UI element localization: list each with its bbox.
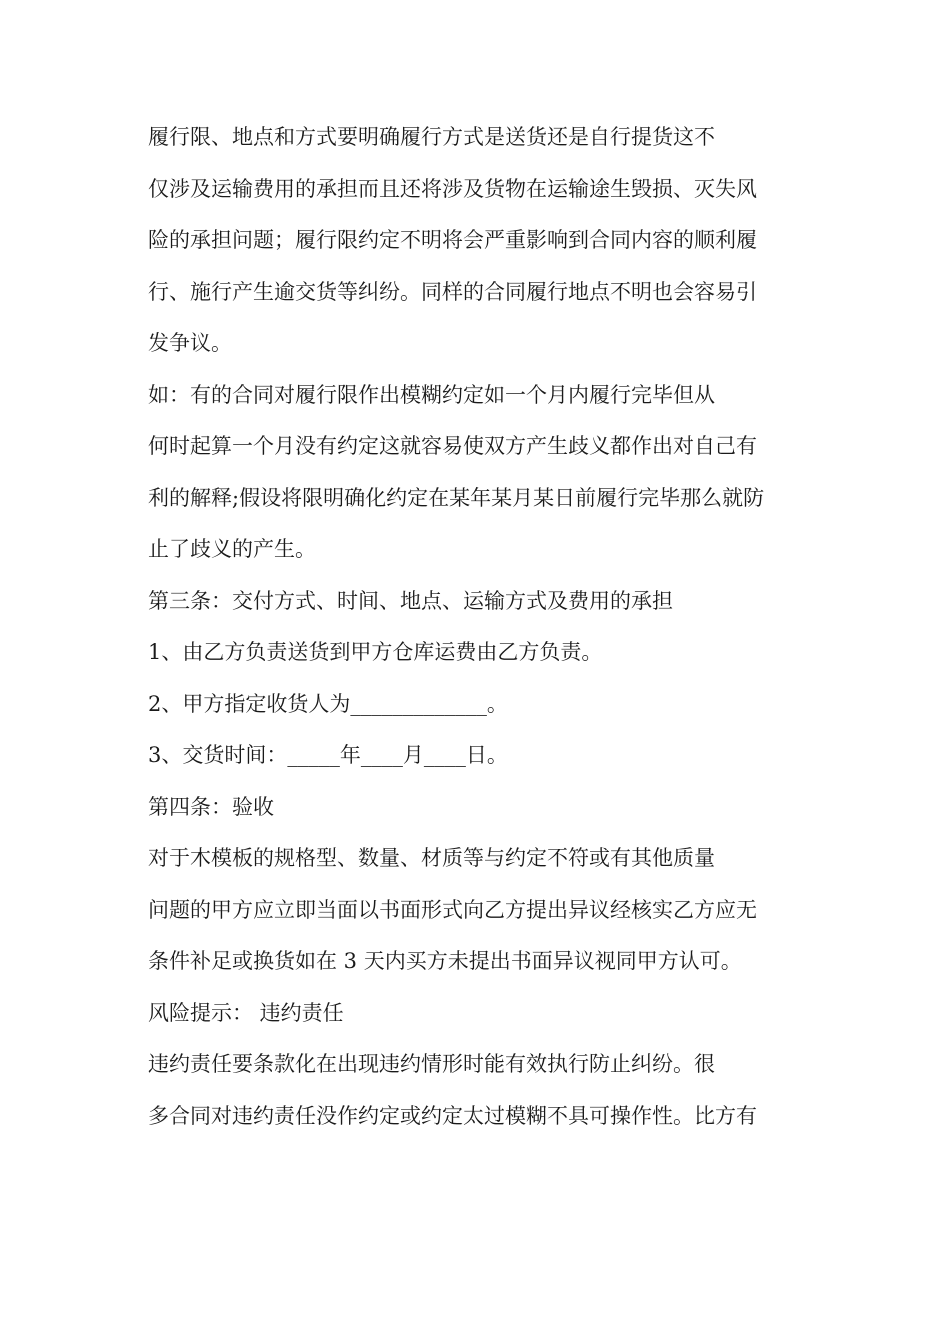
article-four-heading (148, 782, 804, 834)
text-line: 如：有的合同对履行限作出模糊约定如一个月内履行完毕但从 (148, 382, 715, 407)
text-line: 第三条：交付方式、时间、地点、运输方式及费用的承担 (148, 588, 673, 613)
text-line: 第四条：验收 (148, 794, 274, 819)
clause-item-1 (148, 627, 804, 679)
text-line: 1、由乙方负责送货到甲方仓库运费由乙方负责。 (148, 640, 603, 664)
text-line: 履行限、地点和方式要明确履行方式是送货还是自行提货这不 (148, 125, 715, 149)
clause-item-3 (148, 730, 804, 782)
paragraph-liability (148, 1039, 804, 1142)
text-line: 行、施行产生逾交货等纠纷。同样的合同履行地点不明也会容易引 (148, 279, 757, 304)
text-line: 对于木模板的规格型、数量、材质等与约定不符或有其他质量 (148, 846, 715, 870)
clause-item-2 (148, 679, 804, 731)
article-three-heading (148, 576, 804, 628)
document-body (148, 112, 804, 1142)
text-line: 止了歧义的产生。 (148, 537, 316, 561)
paragraph-performance-terms (148, 112, 804, 370)
text-line: 问题的甲方应立即当面以书面形式向乙方提出异议经核实乙方应无 (148, 897, 757, 922)
paragraph-example (148, 370, 804, 576)
text-line: 险的承担问题；履行限约定不明将会严重影响到合同内容的顺利履 (148, 228, 757, 252)
risk-notice-heading (148, 988, 804, 1040)
text-line: 利的解释;假设将限明确化约定在某年某月某日前履行完毕那么就防 (148, 485, 765, 510)
text-line: 风险提示： 违约责任 (148, 1000, 344, 1025)
text-line: 发争议。 (148, 331, 232, 355)
text-line: 仅涉及运输费用的承担而且还将涉及货物在运输途生毁损、灭失风 (148, 176, 757, 201)
text-line: 条件补足或换货如在 3 天内买方未提出书面异议视同甲方认可。 (148, 949, 742, 973)
text-line: 何时起算一个月没有约定这就容易使双方产生歧义都作出对自己有 (148, 434, 757, 458)
text-line: 2、甲方指定收货人为_____________。 (148, 691, 508, 716)
text-line: 违约责任要条款化在出现违约情形时能有效执行防止纠纷。很 (148, 1052, 715, 1076)
text-line: 多合同对违约责任没作约定或约定太过模糊不具可操作性。比方有 (148, 1103, 757, 1128)
text-line: 3、交货时间：_____年____月____日。 (148, 743, 508, 767)
paragraph-acceptance (148, 833, 804, 988)
